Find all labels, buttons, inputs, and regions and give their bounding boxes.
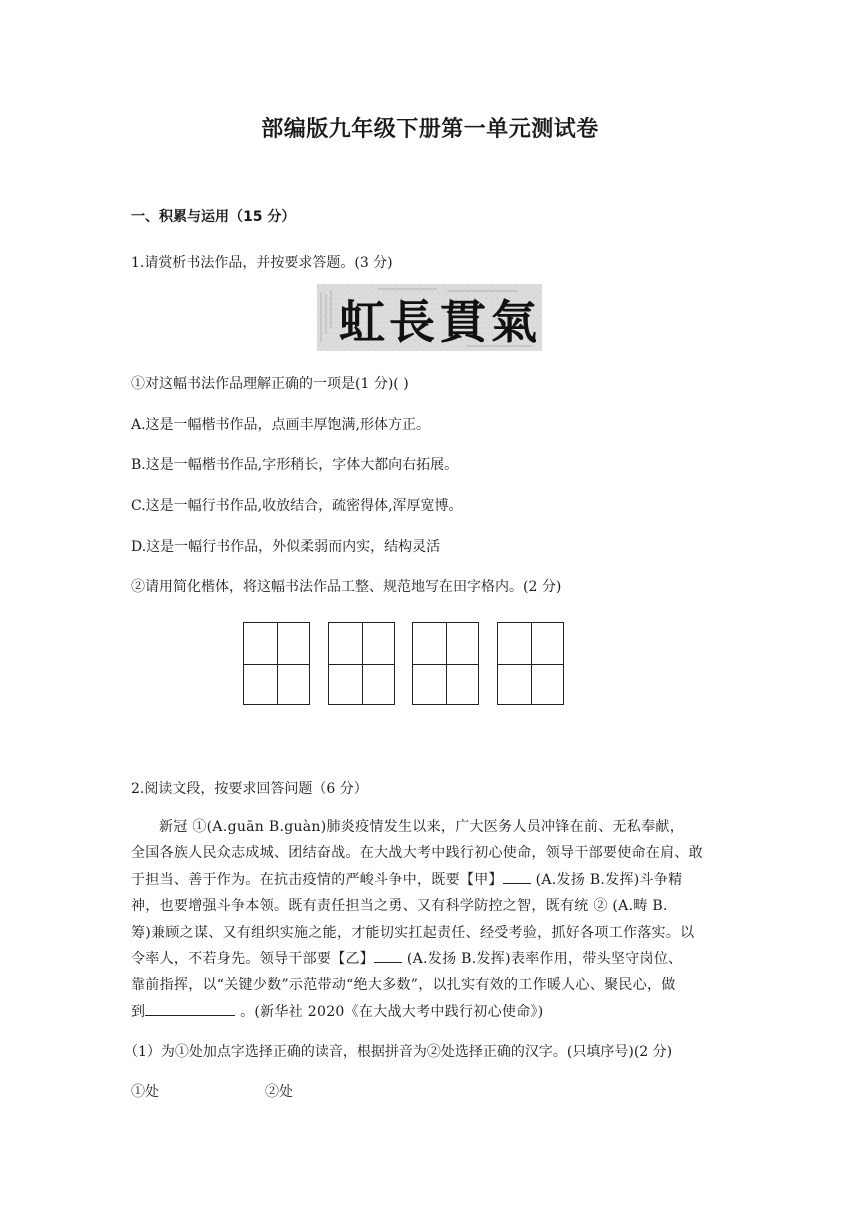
passage-line: 令率人，不若身先。领导干部要【乙】 (A.发扬 B.发挥)表率作用，带头坚守岗位、 <box>131 946 731 972</box>
question-2-sub1: （1）为①处加点字选择正确的读音，根据拼音为②处选择正确的汉字。(只填序号)(2 分) <box>124 1044 673 1060</box>
passage-line: 于担当、善于作为。在抗击疫情的严峻斗争中，既要【甲】 (A.发扬 B.发挥)斗争精 <box>131 867 731 893</box>
calligraphy-char: 虹 <box>339 295 385 349</box>
question-2-stem: 2.阅读文段，按要求回答问题（6 分） <box>131 781 368 797</box>
passage-line: 新冠 ①(A.guān B.guàn)肺炎疫情发生以来，广大医务人员冲锋在前、无私奉献， <box>159 819 685 835</box>
option-d: D.这是一幅行书作品，外似柔弱而内实，结构灵活 <box>131 539 441 555</box>
answer-blank[interactable] <box>145 1001 235 1016</box>
section-heading: 一、积累与运用（15 分） <box>131 209 296 225</box>
question-1-sub2: ②请用简化楷体，将这幅书法作品工整、规范地写在田字格内。(2 分) <box>131 579 562 595</box>
calligraphy-char: 氣 <box>491 295 537 349</box>
answer-label-2: ②处 <box>265 1084 293 1100</box>
question-1-sub1: ①对这幅书法作品理解正确的一项是(1 分)( ) <box>131 376 409 392</box>
passage-line: 到 。(新华社 2020《在大战大考中践行初心使命》) <box>131 999 731 1025</box>
calligraphy-image <box>317 284 542 351</box>
question-1-stem: 1.请赏析书法作品，并按要求答题。(3 分) <box>131 255 393 271</box>
answer-label-1: ①处 <box>131 1084 159 1100</box>
answer-blank[interactable] <box>374 948 402 963</box>
passage-line: 筹)兼顾之谋、又有组织实施之能，才能切实扛起责任、经受考验，抓好各项工作落实。以 <box>131 924 695 941</box>
option-c: C.这是一幅行书作品,收放结合，疏密得体,浑厚宽博。 <box>131 498 463 514</box>
passage-line: 全国各族人民众志成城、团结奋战。在大战大考中践行初心使命，领导干部要使命在肩、敢 <box>131 845 703 862</box>
passage-line: 靠前指挥，以“关键少数”示范带动“绝大多数”，以扎实有效的工作暖人心、聚民心，做 <box>131 977 676 994</box>
page-title: 部编版九年级下册第一单元测试卷 <box>261 117 599 142</box>
reading-passage <box>131 814 731 1025</box>
calligraphy-char: 貫 <box>440 295 486 349</box>
calligraphy-char: 長 <box>389 295 435 349</box>
option-a: A.这是一幅楷书作品，点画丰厚饱满,形体方正。 <box>131 417 431 433</box>
option-b: B.这是一幅楷书作品,字形稍长，字体大都向右拓展。 <box>131 457 459 473</box>
passage-line: 神，也要增强斗争本领。既有责任担当之勇、又有科学防控之智，既有统 ② (A.畴 B. <box>131 898 668 915</box>
answer-blank[interactable] <box>503 869 531 884</box>
